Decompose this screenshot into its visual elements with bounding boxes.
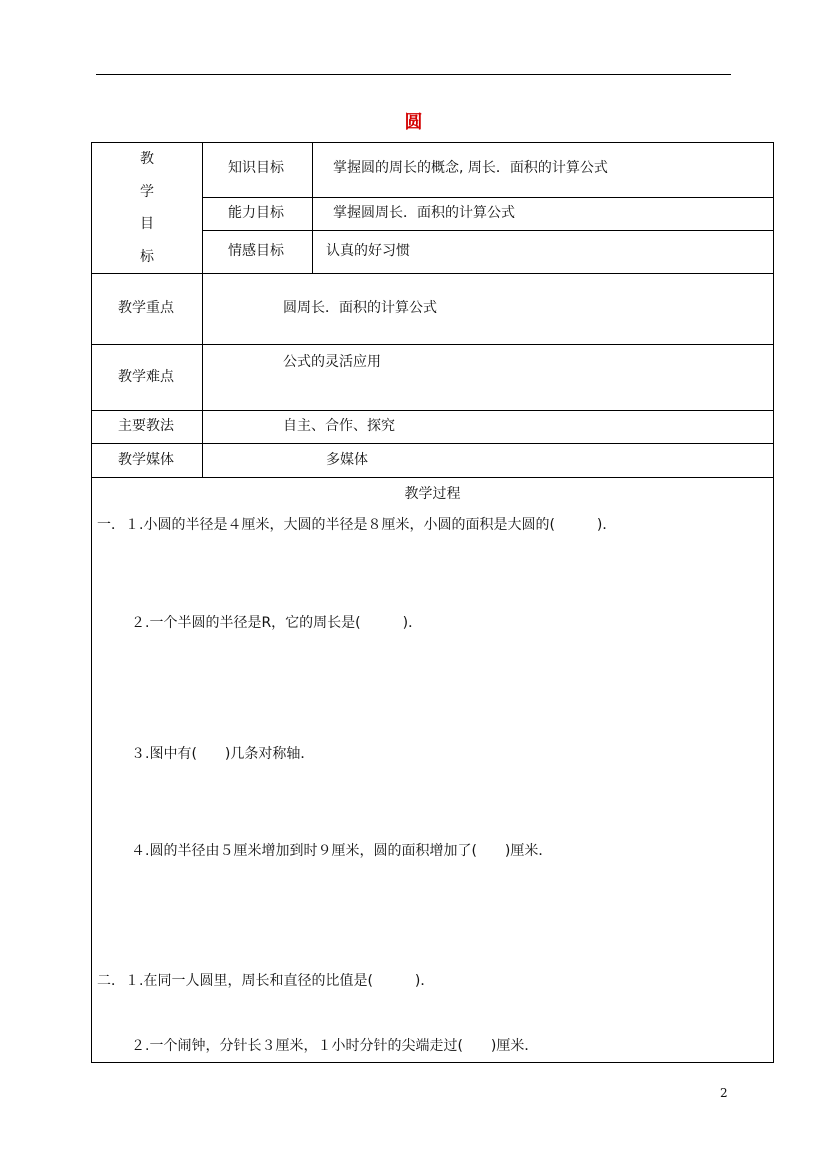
media-label: 教学媒体 (118, 452, 174, 468)
goals-label-char: 教 (140, 151, 154, 167)
difficulty-content: 公式的灵活应用 (283, 354, 381, 370)
media-content: 多媒体 (326, 452, 368, 468)
goals-label-char: 目 (140, 216, 154, 232)
key-point-content: 圆周长．面积的计算公式 (283, 300, 437, 316)
goals-label-char: 学 (140, 184, 154, 200)
key-point-label: 教学重点 (118, 300, 174, 316)
process-line: 二．１.在同一人圆里，周长和直径的比值是( )． (97, 973, 435, 989)
header-rule (96, 74, 731, 75)
process-line: ２.一个闹钟，分针长３厘米，１小时分针的尖端走过( )厘米． (131, 1038, 539, 1054)
goal-knowledge-content: 掌握圆的周长的概念, 周长．面积的计算公式 (333, 160, 608, 176)
goal-emotion-label: 情感目标 (228, 243, 284, 259)
method-content: 自主、合作、探究 (283, 418, 395, 434)
difficulty-label: 教学难点 (118, 369, 174, 385)
goal-knowledge-label: 知识目标 (228, 160, 284, 176)
process-line: ４.圆的半径由５厘米增加到时９厘米，圆的面积增加了( )厘米． (131, 843, 553, 859)
goals-label-char: 标 (140, 249, 154, 265)
method-label: 主要教法 (118, 418, 174, 434)
media-content-cell (202, 443, 774, 478)
process-heading: 教学过程 (404, 486, 461, 502)
goal-emotion-content: 认真的好习惯 (326, 243, 410, 259)
process-line: ３.图中有( )几条对称轴． (131, 746, 315, 762)
goal-ability-content: 掌握圆周长．面积的计算公式 (333, 205, 515, 221)
process-line: ２.一个半圆的半径是R，它的周长是( )． (131, 615, 423, 631)
page-title: 圆 (404, 112, 423, 133)
process-line: 一．１.小圆的半径是４厘米，大圆的半径是８厘米，小圆的面积是大圆的( )． (97, 517, 617, 533)
page-number: 2 (720, 1086, 728, 1100)
goal-ability-label: 能力目标 (228, 205, 284, 221)
